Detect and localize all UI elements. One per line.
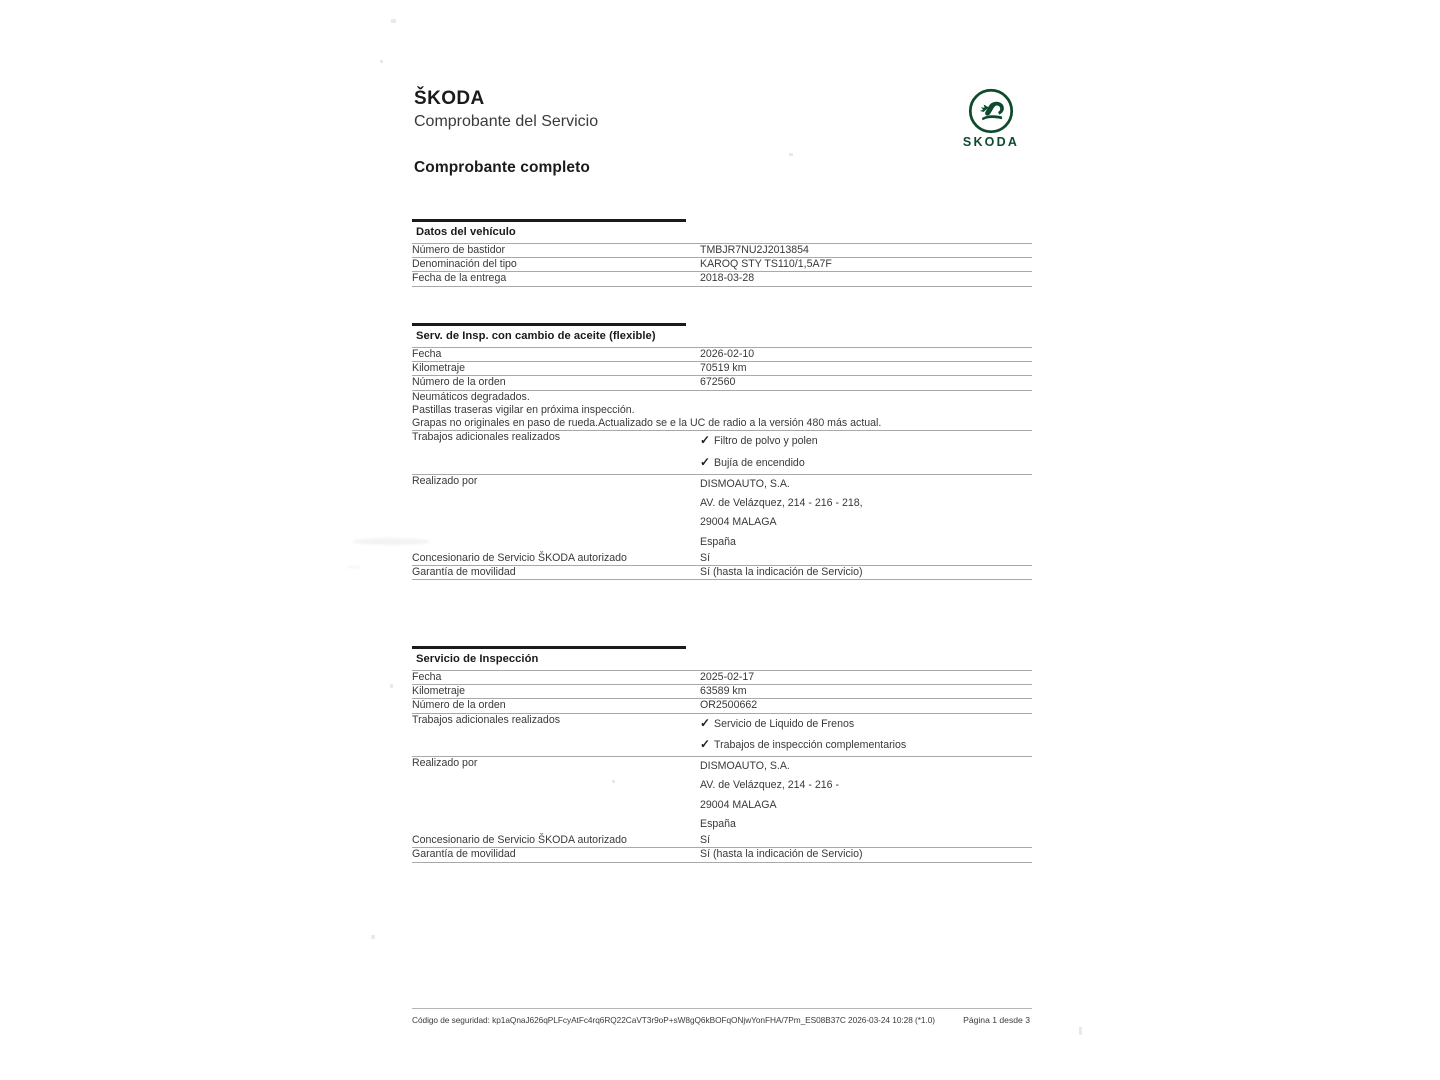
- footer-content: [412, 1015, 1032, 1025]
- row-value: 2025-02-17: [700, 671, 1032, 685]
- note-row: [412, 417, 1032, 431]
- brand-wordmark: ŠKODA: [414, 88, 485, 109]
- row-value: Sí (hasta la indicación de Servicio): [700, 848, 1032, 862]
- extra-work-row: [412, 713, 1032, 756]
- table-row: [412, 671, 1032, 685]
- row-value: Sí: [700, 834, 1032, 848]
- extra-work-row: [412, 431, 1032, 474]
- row-label: Kilometraje: [412, 685, 700, 699]
- list-item: [700, 735, 1032, 756]
- table-row: [412, 258, 1032, 272]
- performed-by-row: [412, 474, 1032, 551]
- check-icon: ✓: [700, 454, 711, 469]
- table-row: [412, 348, 1032, 362]
- note-text: Pastillas traseras vigilar en próxima inspección.: [412, 403, 635, 416]
- scan-speckle: [391, 19, 396, 23]
- row-value: Sí (hasta la indicación de Servicio): [700, 566, 1032, 580]
- row-label: Número de bastidor: [412, 244, 700, 258]
- row-label: Fecha de la entrega: [412, 272, 700, 286]
- address-line: DISMOAUTO, S.A.: [700, 477, 790, 490]
- address-line: España: [700, 535, 736, 548]
- document-header: [414, 88, 1034, 133]
- section-title: Servicio de Inspección: [416, 653, 539, 665]
- row-label: Fecha: [412, 671, 700, 685]
- row-value: 2026-02-10: [700, 348, 1032, 362]
- list-item-label: Filtro de polvo y polen: [714, 435, 818, 448]
- address-line: 29004 MALAGA: [700, 516, 777, 529]
- section-servicio-de-inspeccion: [412, 646, 1032, 863]
- row-value: 63589 km: [700, 685, 1032, 699]
- row-label: Realizado por: [412, 757, 478, 770]
- document-subtitle: Comprobante del Servicio: [414, 112, 599, 130]
- address-line: DISMOAUTO, S.A.: [700, 760, 790, 773]
- row-value: 672560: [700, 376, 1032, 390]
- table-row: [412, 699, 1032, 713]
- vehicle-data-table: [412, 243, 1032, 287]
- extra-work-list: [700, 713, 1032, 756]
- note-text: Neumáticos degradados.: [412, 390, 530, 403]
- footer-divider: [412, 1008, 1032, 1009]
- skoda-logo: [950, 88, 1032, 149]
- table-row: [412, 376, 1032, 390]
- row-label: Trabajos adicionales realizados: [412, 713, 700, 756]
- list-item: [700, 453, 1032, 474]
- skoda-winged-arrow-icon: [968, 88, 1014, 134]
- row-value: 70519 km: [700, 362, 1032, 376]
- document-kind-title: Comprobante completo: [414, 159, 590, 176]
- check-icon: ✓: [700, 715, 711, 730]
- row-value: 2018-03-28: [700, 272, 1032, 286]
- scan-smudge: [348, 566, 360, 568]
- address-line: 29004 MALAGA: [700, 798, 777, 811]
- note-row: [412, 404, 1032, 417]
- row-label: Realizado por: [412, 474, 478, 487]
- scan-speckle: [390, 684, 393, 688]
- table-row: [412, 244, 1032, 258]
- list-item: [700, 714, 1032, 735]
- row-label: Número de la orden: [412, 376, 700, 390]
- row-label: Trabajos adicionales realizados: [412, 431, 700, 474]
- list-item-label: Servicio de Liquido de Frenos: [714, 717, 855, 730]
- scan-speckle: [380, 60, 383, 63]
- security-code: Código de seguridad: kp1aQnaJ626qPLFcyAtFc4rq6RQ22CaVT3r9oP+sW8gQ6kBOFqONjwYonFHA/7Pm_ES08B37C 2026-03-24 10:28 (*1.0): [412, 1015, 936, 1025]
- section-datos-del-vehiculo: [412, 219, 1032, 287]
- table-row: [412, 566, 1032, 580]
- table-row: [412, 362, 1032, 376]
- page-indicator: Página 1 desde 3: [963, 1015, 1030, 1025]
- table-row: [412, 848, 1032, 862]
- section-serv-insp-cambio-aceite: [412, 323, 1032, 580]
- skoda-logo-wordmark: SKODA: [962, 135, 1020, 149]
- row-label: Denominación del tipo: [412, 258, 700, 272]
- check-icon: ✓: [700, 433, 711, 448]
- list-item-label: Trabajos de inspección complementarios: [714, 738, 907, 751]
- table-row: [412, 552, 1032, 566]
- scan-speckle: [789, 153, 793, 156]
- section-title: Serv. de Insp. con cambio de aceite (flexible): [416, 330, 656, 342]
- address-line: AV. de Velázquez, 214 - 216 -: [700, 779, 839, 792]
- scan-speckle: [1079, 1027, 1082, 1035]
- row-label: Garantía de movilidad: [412, 566, 700, 580]
- inspection-service-table: [412, 670, 1032, 863]
- list-item-label: Bujía de encendido: [714, 456, 805, 469]
- service-oil-change-table: [412, 347, 1032, 580]
- document-footer: [412, 1008, 1032, 1025]
- note-text: Grapas no originales en paso de rueda.Actualizado se e la UC de radio a la versión 480 más actual.: [412, 417, 1032, 431]
- table-row: [412, 272, 1032, 286]
- performed-by-row: [412, 757, 1032, 834]
- row-value: OR2500662: [700, 699, 1032, 713]
- extra-work-list: [700, 431, 1032, 474]
- address-line: AV. de Velázquez, 214 - 216 - 218,: [700, 497, 863, 510]
- note-row: [412, 390, 1032, 404]
- row-value: Sí: [700, 552, 1032, 566]
- row-label: Fecha: [412, 348, 700, 362]
- row-label: Garantía de movilidad: [412, 848, 700, 862]
- check-icon: ✓: [700, 736, 711, 751]
- row-label: Kilometraje: [412, 362, 700, 376]
- performed-by-address: [700, 757, 1032, 834]
- row-label: Número de la orden: [412, 699, 700, 713]
- performed-by-address: [700, 474, 1032, 551]
- address-line: España: [700, 817, 736, 830]
- table-row: [412, 834, 1032, 848]
- row-label: Concesionario de Servicio ŠKODA autorizado: [412, 834, 700, 848]
- list-item: [700, 431, 1032, 452]
- row-label: Concesionario de Servicio ŠKODA autorizado: [412, 552, 700, 566]
- table-row: [412, 685, 1032, 699]
- row-value: KAROQ STY TS110/1,5A7F: [700, 258, 1032, 272]
- row-value: TMBJR7NU2J2013854: [700, 244, 1032, 258]
- section-title: Datos del vehículo: [416, 226, 516, 238]
- scan-speckle: [371, 935, 375, 939]
